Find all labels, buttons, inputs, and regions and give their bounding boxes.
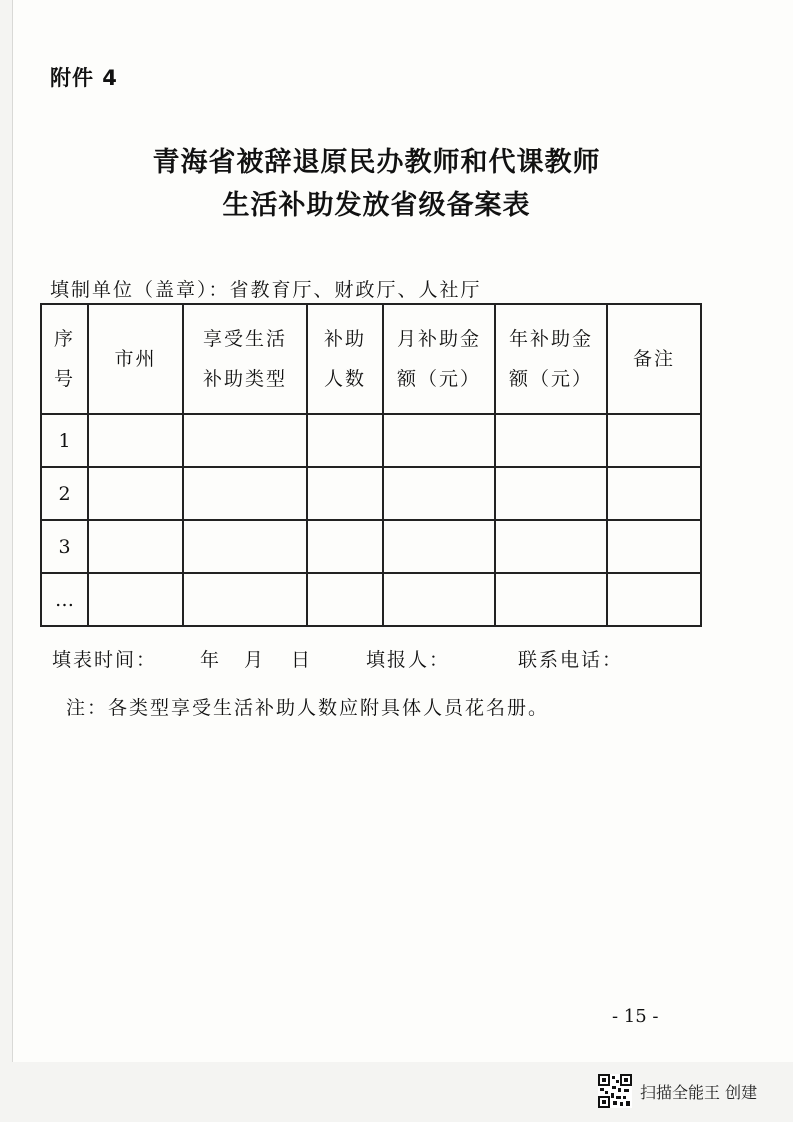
table-row — [41, 573, 701, 626]
table-cell[interactable] — [307, 414, 383, 467]
header-monthly-amount: 月补助金 额（元） — [383, 304, 495, 414]
table-cell[interactable] — [495, 467, 607, 520]
qr-code-icon — [598, 1074, 632, 1108]
header-serial: 序 号 — [41, 304, 88, 414]
record-table — [40, 303, 702, 627]
table-cell[interactable] — [183, 467, 307, 520]
scanner-watermark — [598, 1073, 757, 1109]
table-cell[interactable] — [88, 520, 183, 573]
table-cell[interactable] — [183, 573, 307, 626]
table-cell[interactable] — [383, 467, 495, 520]
table-cell[interactable] — [383, 573, 495, 626]
phone-label: 联系电话： — [518, 649, 624, 671]
table-cell[interactable] — [88, 414, 183, 467]
table-header-row — [41, 304, 701, 414]
table-cell[interactable] — [307, 520, 383, 573]
table-cell[interactable] — [88, 573, 183, 626]
table-row — [41, 467, 701, 520]
table-cell[interactable] — [607, 520, 701, 573]
filling-unit-line: 填制单位（盖章）：省教育厅、财政厅、人社厅 — [50, 279, 482, 301]
table-cell[interactable] — [495, 414, 607, 467]
table-cell[interactable] — [307, 573, 383, 626]
header-subsidy-count: 补助 人数 — [307, 304, 383, 414]
table-cell[interactable] — [88, 467, 183, 520]
row-number: 3 — [41, 520, 88, 573]
fill-date-label: 填表时间： — [52, 649, 158, 671]
header-city: 市州 — [88, 304, 183, 414]
note-text: 注：各类型享受生活补助人数应附具体人员花名册。 — [66, 697, 550, 719]
row-number: 2 — [41, 467, 88, 520]
table-cell[interactable] — [307, 467, 383, 520]
fill-date-month: 月 — [244, 649, 266, 671]
attachment-label: 附件 4 — [50, 66, 118, 90]
header-annual-amount: 年补助金 额（元） — [495, 304, 607, 414]
table-cell[interactable] — [607, 467, 701, 520]
record-table-wrapper — [40, 303, 702, 627]
table-cell[interactable] — [495, 573, 607, 626]
document-title-line1: 青海省被辞退原民办教师和代课教师 — [152, 147, 601, 178]
table-cell[interactable] — [383, 520, 495, 573]
table-cell[interactable] — [183, 414, 307, 467]
table-cell[interactable] — [607, 414, 701, 467]
header-remarks: 备注 — [607, 304, 701, 414]
watermark-text: 扫描全能王 创建 — [640, 1082, 758, 1102]
fill-date-year: 年 — [200, 649, 222, 671]
table-cell[interactable] — [183, 520, 307, 573]
table-cell[interactable] — [495, 520, 607, 573]
row-number: … — [41, 573, 88, 626]
table-row — [41, 414, 701, 467]
table-row — [41, 520, 701, 573]
document-title-line2: 生活补助发放省级备案表 — [222, 190, 531, 221]
page-number: - 15 - — [612, 1006, 659, 1027]
header-subsidy-type: 享受生活 补助类型 — [183, 304, 307, 414]
filler-label: 填报人： — [366, 649, 451, 671]
table-cell[interactable] — [607, 573, 701, 626]
table-cell[interactable] — [383, 414, 495, 467]
fill-date-day: 日 — [291, 649, 313, 671]
row-number: 1 — [41, 414, 88, 467]
